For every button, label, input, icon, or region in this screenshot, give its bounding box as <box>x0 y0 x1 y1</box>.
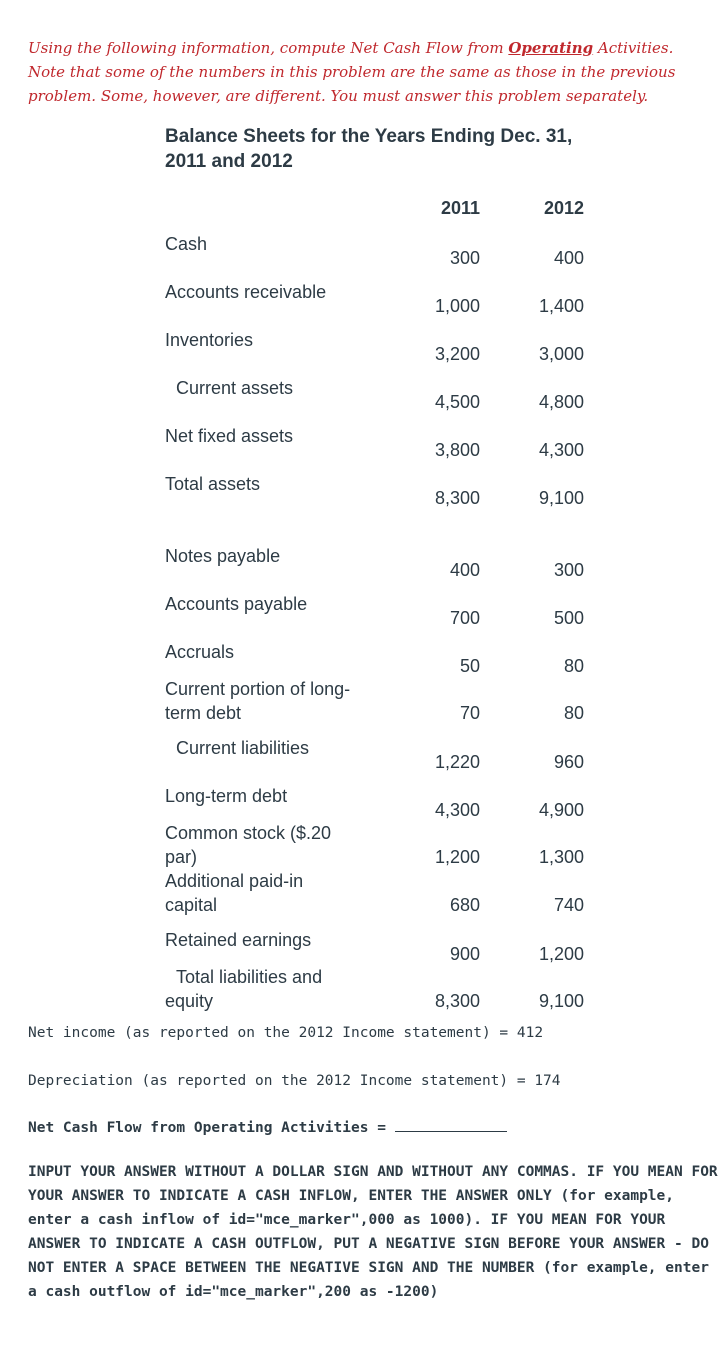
row-label: Accounts payable <box>165 594 308 614</box>
table-row <box>0 736 728 784</box>
intro-emphasis-operating: Operating <box>508 39 594 57</box>
row-value-2011: 4,500 <box>434 392 480 412</box>
row-label: Total assets <box>165 474 261 494</box>
row-label: Inventories <box>165 330 254 350</box>
row-label: Retained earnings <box>165 930 312 950</box>
depreciation-line: Depreciation (as reported on the 2012 Income statement) = 174 <box>28 1073 561 1089</box>
year-header-2011: 2011 <box>440 198 480 218</box>
table-row <box>0 376 728 424</box>
row-value-2011: 1,200 <box>434 847 480 867</box>
row-value-2011: 1,220 <box>434 752 480 772</box>
row-value-2011: 400 <box>449 560 480 580</box>
row-value-2011: 50 <box>459 656 480 676</box>
row-value-2012: 4,300 <box>538 440 584 460</box>
row-value-2011: 4,300 <box>434 800 480 820</box>
row-value-2011: 8,300 <box>434 488 480 508</box>
row-label: Current assets <box>176 378 294 398</box>
row-value-2011: 70 <box>459 703 480 723</box>
answer-instructions: INPUT YOUR ANSWER WITHOUT A DOLLAR SIGN AND WITHOUT ANY COMMAS. IF YOU MEAN FOR YOUR ANSWER TO INDICATE A CASH INFLOW, ENTER THE ANSWER ONLY (for example, enter a cash inflow of id="mce_marker",000 as 1000). IF YOU MEAN FOR YOUR ANSWER TO INDICATE A CASH OUTFLOW, PUT A NEGATIVE SIGN BEFORE YOUR ANSWER - DO NOT ENTER A SPACE BETWEEN THE NEGATIVE SIGN AND THE NUMBER (for example, enter a cash outflow of id="mce_marker",200 as -1200) <box>28 1164 718 1300</box>
row-value-2012: 4,800 <box>538 392 584 412</box>
row-value-2012: 9,100 <box>538 488 584 508</box>
table-row <box>0 544 728 592</box>
row-label: Long-term debt <box>165 786 288 806</box>
row-value-2011: 1,000 <box>434 296 480 316</box>
answer-line <box>28 1117 507 1136</box>
answer-blank[interactable] <box>395 1117 507 1132</box>
row-label: Additional paid-in capital <box>165 871 304 915</box>
row-label: Common stock ($.20 par) <box>165 823 332 867</box>
row-value-2012: 500 <box>553 608 584 628</box>
row-value-2011: 700 <box>449 608 480 628</box>
table-row <box>0 677 728 725</box>
row-value-2012: 1,300 <box>538 847 584 867</box>
row-value-2011: 680 <box>449 895 480 915</box>
table-row <box>0 328 728 376</box>
table-row <box>0 472 728 520</box>
table-row <box>0 821 728 869</box>
year-header-2012: 2012 <box>543 198 584 218</box>
row-value-2012: 400 <box>553 248 584 268</box>
intro-text-after: Activities. Note that some of the numbers in this problem are the same as those in the previous problem. Some, however, are different. You must answer this problem separately. <box>28 39 676 105</box>
row-label: Total liabilities and equity <box>165 967 323 1011</box>
table-row <box>0 424 728 472</box>
row-value-2011: 900 <box>449 944 480 964</box>
row-label: Current liabilities <box>176 738 310 758</box>
row-value-2011: 300 <box>449 248 480 268</box>
problem-intro <box>28 36 708 108</box>
intro-text-before: Using the following information, compute Net Cash Flow from <box>28 39 509 57</box>
row-label: Cash <box>165 234 208 254</box>
row-label: Notes payable <box>165 546 281 566</box>
row-value-2012: 1,400 <box>538 296 584 316</box>
answer-prompt: Net Cash Flow from Operating Activities = <box>28 1120 395 1136</box>
row-value-2012: 3,000 <box>538 344 584 364</box>
row-value-2012: 300 <box>553 560 584 580</box>
row-value-2012: 1,200 <box>538 944 584 964</box>
table-row <box>0 592 728 640</box>
table-row <box>0 965 728 1013</box>
row-value-2012: 80 <box>563 656 584 676</box>
table-row <box>0 232 728 280</box>
net-income-line: Net income (as reported on the 2012 Income statement) = 412 <box>28 1025 544 1041</box>
row-value-2012: 740 <box>553 895 584 915</box>
row-label: Current portion of long-term debt <box>165 679 351 723</box>
row-value-2012: 9,100 <box>538 991 584 1011</box>
row-value-2012: 4,900 <box>538 800 584 820</box>
row-value-2011: 3,800 <box>434 440 480 460</box>
row-value-2011: 3,200 <box>434 344 480 364</box>
row-label: Accruals <box>165 642 235 662</box>
row-value-2012: 80 <box>563 703 584 723</box>
row-value-2011: 8,300 <box>434 991 480 1011</box>
table-row <box>0 869 728 917</box>
table-row <box>0 280 728 328</box>
row-label: Net fixed assets <box>165 426 294 446</box>
balance-sheet-title: Balance Sheets for the Years Ending Dec. 31, 2011 and 2012 <box>165 126 573 172</box>
row-label: Accounts receivable <box>165 282 327 302</box>
row-value-2012: 960 <box>553 752 584 772</box>
